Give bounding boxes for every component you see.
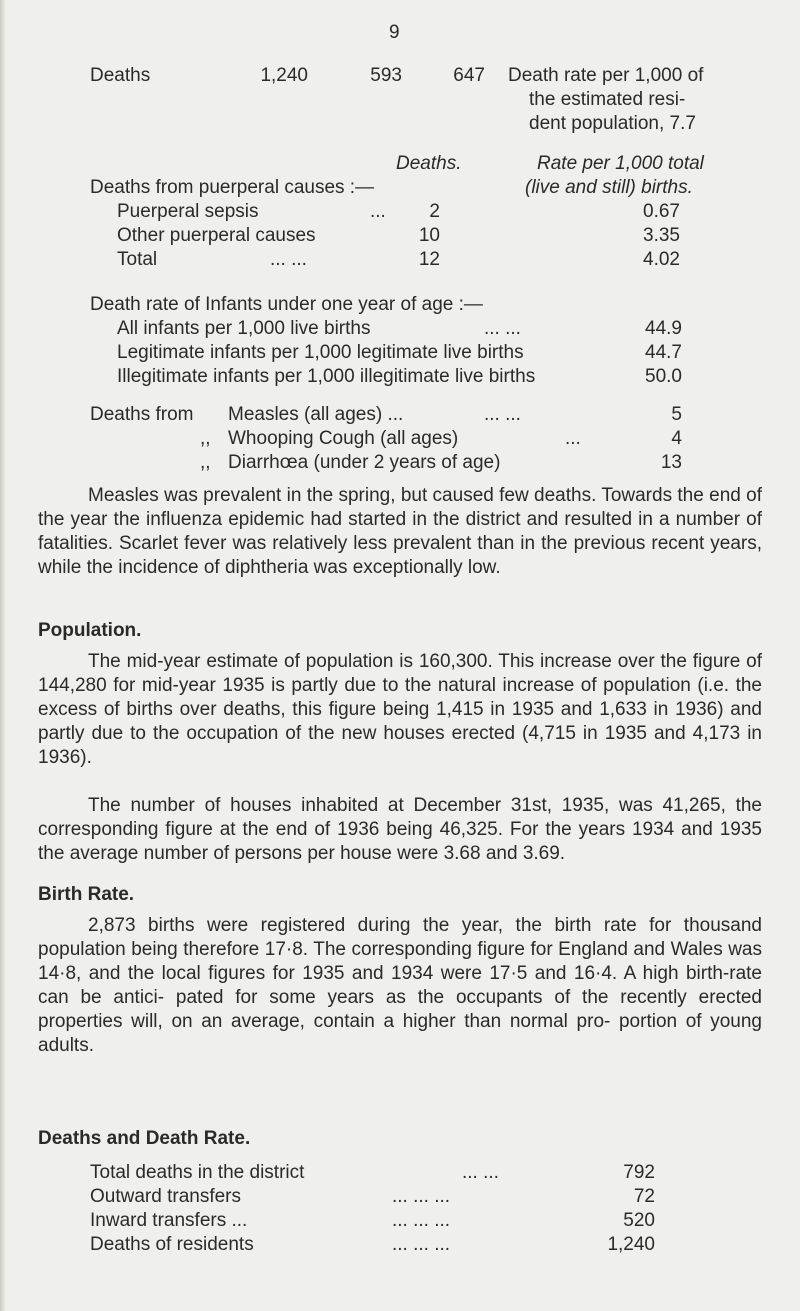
- puerperal-row-dots: ... ...: [270, 249, 307, 270]
- population-heading: Population.: [38, 620, 142, 641]
- death-rate-row-value: 1,240: [607, 1234, 655, 1255]
- puerperal-row-rate: 3.35: [643, 225, 680, 246]
- infants-row-value: 44.9: [645, 318, 682, 339]
- specific-deaths-prefix: ,,: [200, 452, 211, 473]
- death-rate-row-dots: ... ... ...: [392, 1210, 451, 1231]
- death-rate-row-value: 72: [633, 1186, 655, 1207]
- death-rate-row-dots: ... ... ...: [392, 1186, 451, 1207]
- specific-deaths-label: Whooping Cough (all ages): [228, 428, 459, 449]
- infants-row-label: All infants per 1,000 live births: [117, 318, 371, 339]
- page-edge-shadow: [0, 0, 6, 1311]
- specific-deaths-value: 4: [671, 428, 682, 449]
- infants-heading: Death rate of Infants under one year of age :—: [90, 294, 483, 315]
- death-rate-line-2: the estimated resi-: [529, 89, 686, 110]
- death-rate-row-dots: ... ...: [462, 1162, 499, 1183]
- puerperal-row-label: Other puerperal causes: [117, 225, 316, 246]
- death-rate-row-label: Total deaths in the district: [90, 1162, 305, 1183]
- deaths-total: 1,240: [260, 65, 308, 86]
- specific-deaths-prefix: ,,: [200, 428, 211, 449]
- specific-deaths-value: 13: [660, 452, 682, 473]
- puerperal-row-label: Total: [117, 249, 158, 270]
- puerperal-row-deaths: 2: [429, 201, 440, 222]
- specific-deaths-dots: ...: [565, 428, 581, 449]
- puerperal-row-label: Puerperal sepsis: [117, 201, 259, 222]
- death-rate-row-value: 792: [623, 1162, 655, 1183]
- death-rate-row-label: Outward transfers: [90, 1186, 241, 1207]
- death-rate-row-label: Deaths of residents: [90, 1234, 254, 1255]
- page-number: 9: [389, 22, 400, 43]
- puerperal-rate-column-header-1: Rate per 1,000 total: [537, 153, 704, 174]
- death-rate-row-label: Inward transfers ...: [90, 1210, 248, 1231]
- puerperal-row-deaths: 10: [418, 225, 440, 246]
- puerperal-deaths-column-header: Deaths.: [396, 153, 462, 174]
- specific-deaths-value: 5: [671, 404, 682, 425]
- puerperal-row-deaths: 12: [418, 249, 440, 270]
- deaths-label: Deaths: [90, 65, 151, 86]
- death-rate-row-dots: ... ... ...: [392, 1234, 451, 1255]
- puerperal-row-rate: 4.02: [643, 249, 680, 270]
- infants-row-dots: ... ...: [484, 318, 521, 339]
- population-paragraph-2: The number of houses inhabited at December 31st, 1935, was 41,265, the corresponding figure at the end of 1936 being 46,325. For the years 1934 and 1935 the average number of persons per house were 3.68 and 3.69.: [38, 795, 762, 864]
- puerperal-row-dots: ...: [370, 201, 386, 222]
- puerperal-row-rate: 0.67: [643, 201, 680, 222]
- measles-paragraph: Measles was prevalent in the spring, but caused few deaths. Towards the end of the year the influenza epidemic had started in the district and resulted in a number of fatalities. Scarlet fever was relatively less prevalent than in the previous recent years, while the incidence of diphtheria was exceptionally low.: [38, 485, 762, 578]
- specific-deaths-label: Diarrhœa (under 2 years of age): [228, 452, 501, 473]
- infants-row-label: Legitimate infants per 1,000 legitimate live births: [117, 342, 524, 363]
- infants-row-value: 44.7: [645, 342, 682, 363]
- infants-row-label: Illegitimate infants per 1,000 illegitimate live births: [117, 366, 536, 387]
- specific-deaths-dots: ... ...: [484, 404, 521, 425]
- puerperal-rate-column-header-2: (live and still) births.: [525, 177, 693, 198]
- deaths-males: 593: [370, 65, 402, 86]
- specific-deaths-label: Measles (all ages) ...: [228, 404, 404, 425]
- infants-row-value: 50.0: [645, 366, 682, 387]
- puerperal-heading: Deaths from puerperal causes :—: [90, 177, 375, 198]
- death-rate-line-3: dent population, 7.7: [529, 113, 696, 134]
- death-rate-row-value: 520: [623, 1210, 655, 1231]
- birth-rate-heading: Birth Rate.: [38, 884, 135, 905]
- birth-rate-paragraph: 2,873 births were registered during the year, the birth rate for thousand population being therefore 17·8. The corresponding figure for England and Wales was 14·8, and the local figures for 1935 and 1934 were 17·5 and 16·4. A high birth-rate can be antici- pated for some years as the occupants of the recently erected properties will, on an average, contain a higher than normal pro- portion of young adults.: [38, 915, 762, 1056]
- death-rate-heading: Deaths and Death Rate.: [38, 1128, 251, 1149]
- specific-deaths-prefix: Deaths from: [90, 404, 194, 425]
- deaths-females: 647: [453, 65, 485, 86]
- population-paragraph-1: The mid-year estimate of population is 160,300. This increase over the figure of 144,280 for mid-year 1935 is partly due to the natural increase of population (i.e. the excess of births over deaths, this figure being 1,415 in 1935 and 1,633 in 1936) and partly due to the occupation of the new houses erected (4,715 in 1935 and 4,173 in 1936).: [38, 651, 762, 768]
- death-rate-line-1: Death rate per 1,000 of: [508, 65, 704, 86]
